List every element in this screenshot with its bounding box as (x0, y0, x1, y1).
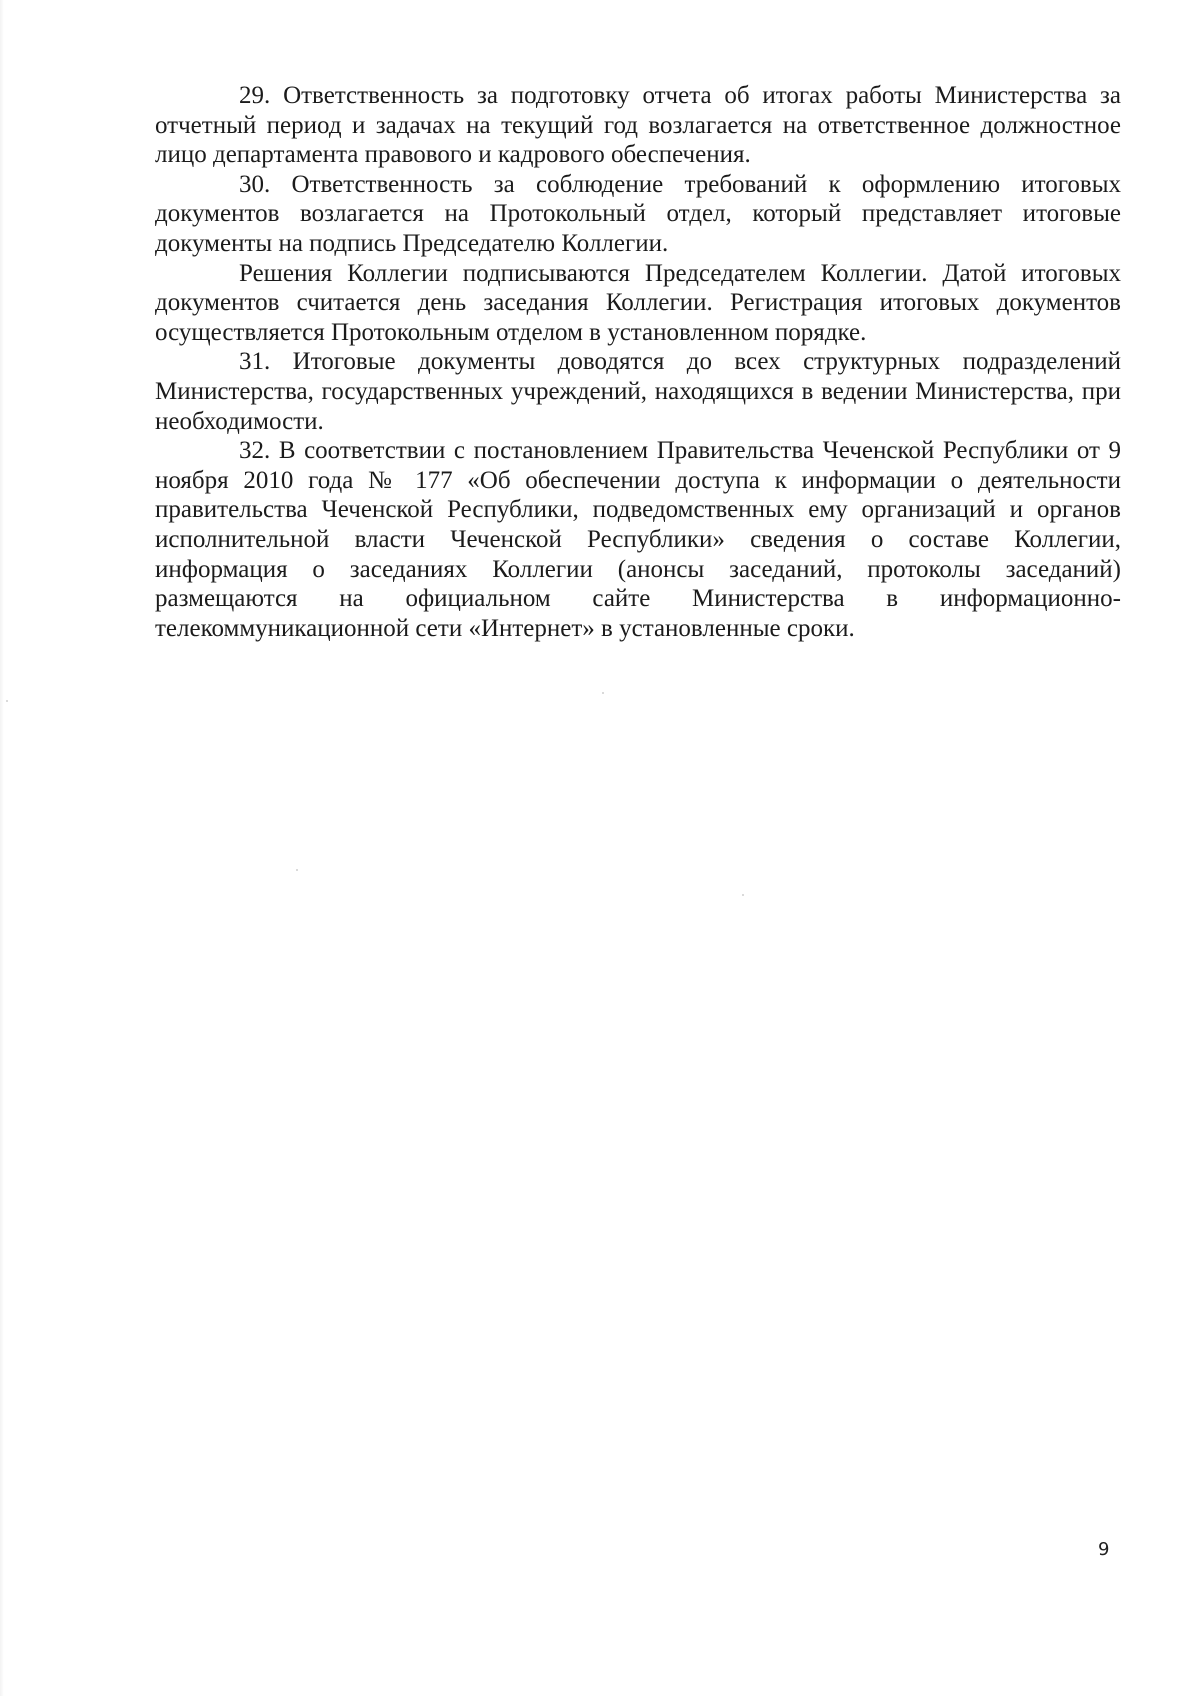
document-body (155, 81, 1121, 643)
scan-edge-shadow (0, 0, 4, 1696)
scan-speck (602, 692, 604, 694)
paragraph-29: 29. Ответственность за подготовку отчета об итогах работы Министерства за отчетный период и задачах на текущий год возлагается на ответственное должностное лицо департамента правового и кадрового обеспечения. (155, 82, 1121, 169)
paragraph-decisions: Решения Коллегии подписываются Председателем Коллегии. Датой итоговых документов считается день заседания Коллегии. Регистрация итоговых документов осуществляется Протокольным отделом в установленном порядке. (155, 259, 1121, 346)
paragraph-31: 31. Итоговые документы доводятся до всех структурных подразделений Министерства, государственных учреждений, находящихся в ведении Министерства, при необходимости. (155, 348, 1121, 435)
scan-speck (6, 700, 8, 702)
scan-speck (296, 869, 298, 871)
paragraph-32: 32. В соответствии с постановлением Правительства Чеченской Республики от 9 ноября 2010 года № 177 «Об обеспечении доступа к информации о деятельности правительства Чеченской Республики, подведомственных ему организаций и органов исполнительной власти Чеченской Республики» сведения о составе Коллегии, информация о заседаниях Коллегии (анонсы заседаний, протоколы заседаний) размещаются на официальном сайте Министерства в информационно-телекоммуникационной сети «Интернет» в установленные сроки. (155, 437, 1121, 642)
page-number: 9 (1098, 1539, 1110, 1560)
scan-speck (742, 894, 744, 896)
paragraph-30: 30. Ответственность за соблюдение требований к оформлению итоговых документов возлагается на Протокольный отдел, который представляет итоговые документы на подпись Председателю Коллегии. (155, 170, 1121, 257)
